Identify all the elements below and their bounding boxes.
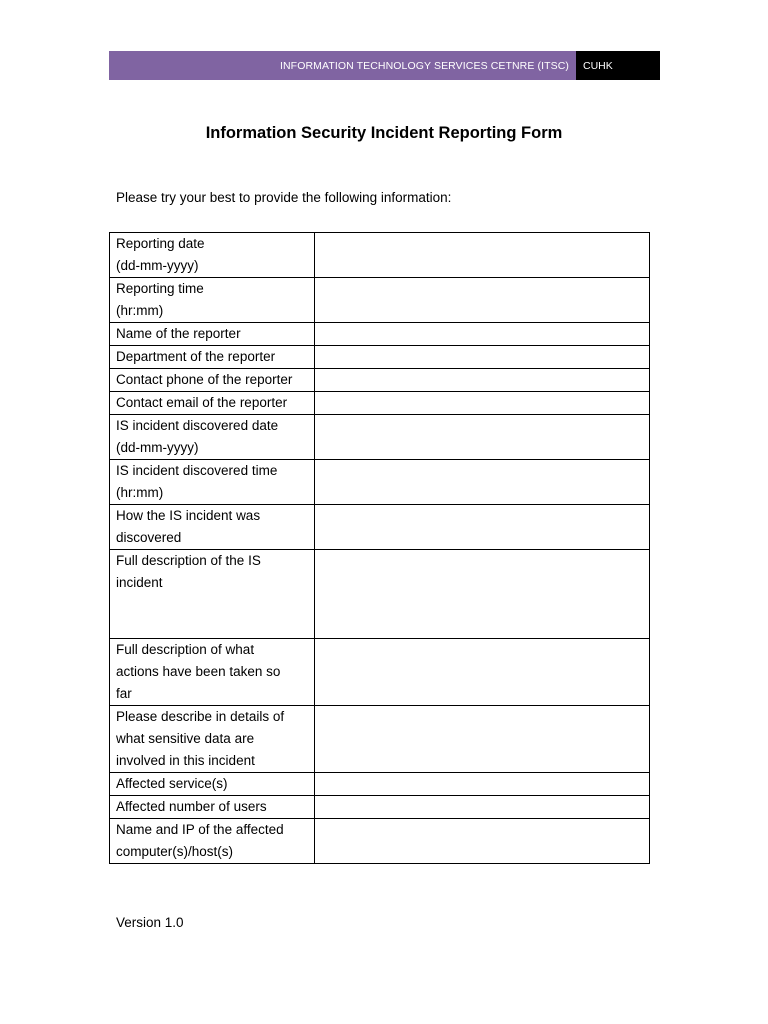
form-row-label-line: discovered (116, 530, 182, 545)
form-row-label-line: (hr:mm) (116, 303, 164, 318)
form-row-blank-line (116, 594, 308, 616)
form-row-value-field[interactable] (315, 773, 650, 796)
form-row-label-line: Name and IP of the affected (116, 822, 284, 837)
form-row-value-field[interactable] (315, 639, 650, 706)
form-row-label-line: Department of the reporter (116, 349, 276, 364)
intro-text: Please try your best to provide the following information: (116, 190, 452, 205)
form-row-value-field[interactable] (315, 346, 650, 369)
form-row-label (110, 278, 315, 323)
form-row-label-line: Contact email of the reporter (116, 395, 288, 410)
form-row-label-line: Please describe in details of (116, 709, 285, 724)
form-row (110, 505, 650, 550)
form-row-label-line: far (116, 686, 132, 701)
form-row-label (110, 392, 315, 415)
form-row (110, 773, 650, 796)
header-short-name: CUHK (576, 51, 660, 80)
form-row-label-line: (dd-mm-yyyy) (116, 440, 199, 455)
form-row-label-line: incident (116, 575, 163, 590)
form-row-label (110, 460, 315, 505)
form-row-value-field[interactable] (315, 278, 650, 323)
form-row-label-line: involved in this incident (116, 753, 255, 768)
form-row-label-line: Affected service(s) (116, 776, 228, 791)
form-row-label (110, 819, 315, 864)
form-row (110, 346, 650, 369)
form-row-label (110, 346, 315, 369)
form-row-value-field[interactable] (315, 550, 650, 639)
form-row-label (110, 505, 315, 550)
form-row-label-line: How the IS incident was (116, 508, 261, 523)
form-row-label-line: what sensitive data are (116, 731, 255, 746)
header-org-name: INFORMATION TECHNOLOGY SERVICES CETNRE (ITSC) (109, 51, 576, 80)
form-row-label-line: Reporting time (116, 281, 204, 296)
form-row-label-line: Contact phone of the reporter (116, 372, 293, 387)
form-row (110, 639, 650, 706)
form-row-label-line: Reporting date (116, 236, 205, 251)
form-row-value-field[interactable] (315, 369, 650, 392)
form-row-label (110, 773, 315, 796)
form-row-value-field[interactable] (315, 233, 650, 278)
version-label: Version 1.0 (116, 915, 184, 930)
form-row-label-line: Affected number of users (116, 799, 267, 814)
form-row-value-field[interactable] (315, 460, 650, 505)
form-row-label-line: (dd-mm-yyyy) (116, 258, 199, 273)
form-row-label (110, 796, 315, 819)
form-row-label-line: IS incident discovered time (116, 463, 278, 478)
form-row-label-line: Full description of the IS (116, 553, 261, 568)
form-row-value-field[interactable] (315, 392, 650, 415)
form-row-value-field[interactable] (315, 505, 650, 550)
form-row (110, 415, 650, 460)
form-row-value-field[interactable] (315, 415, 650, 460)
form-row-label-line: actions have been taken so (116, 664, 281, 679)
form-row-label-line: (hr:mm) (116, 485, 164, 500)
form-row-label (110, 415, 315, 460)
form-row-label (110, 550, 315, 639)
form-row-label-line: IS incident discovered date (116, 418, 279, 433)
incident-form-table (109, 232, 650, 864)
form-row (110, 392, 650, 415)
form-row-label (110, 706, 315, 773)
form-row-label (110, 639, 315, 706)
form-row-label-line: Name of the reporter (116, 326, 241, 341)
form-row-value-field[interactable] (315, 796, 650, 819)
form-row-label (110, 323, 315, 346)
form-row-label-line: computer(s)/host(s) (116, 844, 234, 859)
form-row-value-field[interactable] (315, 323, 650, 346)
form-row-value-field[interactable] (315, 819, 650, 864)
form-row (110, 819, 650, 864)
form-row-blank-line (116, 616, 308, 638)
form-row (110, 323, 650, 346)
document-header (109, 51, 660, 80)
form-row (110, 369, 650, 392)
form-row (110, 233, 650, 278)
form-row-label (110, 233, 315, 278)
form-row (110, 278, 650, 323)
form-row (110, 460, 650, 505)
form-row (110, 706, 650, 773)
form-row-label-line: Full description of what (116, 642, 255, 657)
form-row (110, 550, 650, 639)
page-title: Information Security Incident Reporting Form (205, 124, 563, 142)
form-row-value-field[interactable] (315, 706, 650, 773)
form-row-label (110, 369, 315, 392)
form-row (110, 796, 650, 819)
